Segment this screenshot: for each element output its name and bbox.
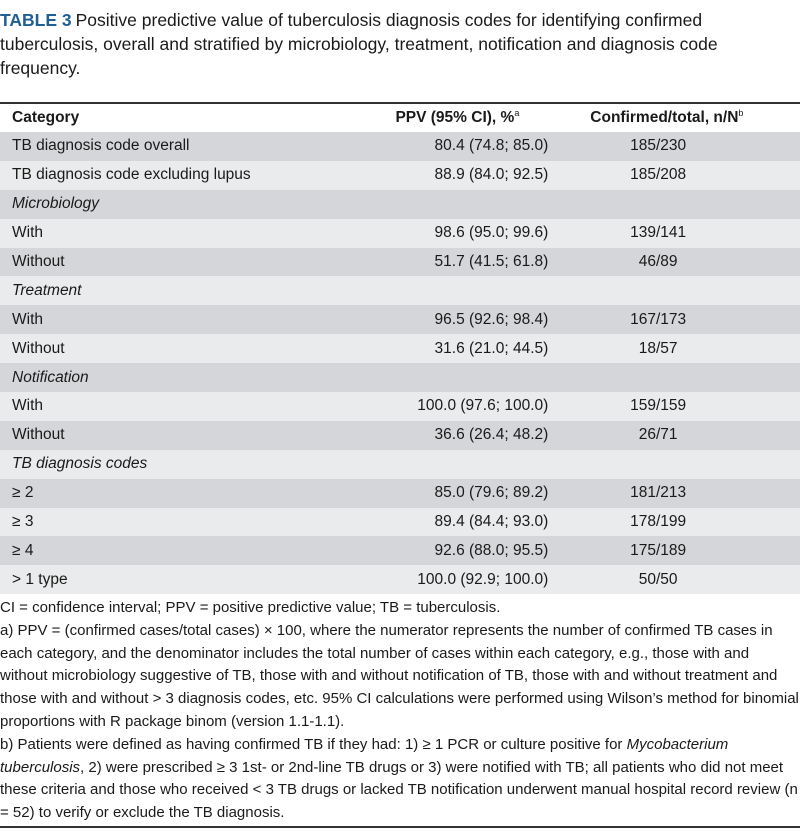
confirmed-total-cell: 178/199	[630, 513, 687, 531]
confirmed-total-cell: 167/173	[630, 310, 687, 328]
table-body	[0, 132, 800, 594]
ppv-cell	[377, 190, 574, 219]
table-row	[0, 421, 800, 450]
row-label: With	[12, 397, 43, 415]
confirmed-total-cell: 26/71	[638, 426, 678, 444]
ppv-cell: 98.6 (95.0; 99.6)	[434, 224, 549, 242]
row-label: TB diagnosis code overall	[12, 137, 190, 155]
table-row	[0, 479, 800, 508]
header-confirmed-footnote: b	[738, 107, 744, 118]
abbreviations-note: CI = confidence interval; PPV = positive predictive value; TB = tuberculosis.	[0, 599, 501, 616]
table-label: TABLE 3	[0, 10, 72, 30]
header-ppv-footnote: a	[514, 107, 520, 118]
table-row	[0, 508, 800, 537]
ppv-cell	[377, 363, 574, 392]
table-row	[0, 161, 800, 190]
header-row	[0, 104, 800, 132]
table-row	[0, 305, 800, 334]
confirmed-total-cell	[574, 276, 800, 305]
ppv-cell: 51.7 (41.5; 61.8)	[434, 253, 549, 270]
ppv-cell	[377, 276, 574, 305]
header-ppv	[377, 104, 574, 132]
header-confirmed	[574, 104, 800, 132]
confirmed-total-cell: 46/89	[638, 253, 678, 270]
confirmed-total-cell: 181/213	[630, 484, 687, 502]
ppv-cell: 36.6 (26.4; 48.2)	[434, 426, 549, 444]
row-label: With	[12, 224, 43, 242]
table-row	[0, 334, 800, 363]
table-row	[0, 248, 800, 277]
header-category: Category	[12, 109, 80, 126]
category-label: TB diagnosis codes	[12, 455, 148, 473]
table-row	[0, 219, 800, 248]
row-label: TB diagnosis code excluding lupus	[12, 166, 251, 184]
category-row	[0, 190, 800, 219]
ppv-cell: 88.9 (84.0; 92.5)	[434, 166, 549, 184]
header-confirmed-label: Confirmed/total, n/N	[590, 109, 739, 126]
confirmed-total-cell: 175/189	[630, 541, 687, 559]
ppv-cell: 31.6 (21.0; 44.5)	[434, 339, 549, 357]
table-title: Positive predictive value of tuberculosis diagnosis codes for identifying confirmed tuberculosis, overall and stratified by microbiology, treatment, notification and diagnosis code frequency.	[0, 10, 718, 78]
header-ppv-label: PPV (95% CI), %	[395, 109, 515, 126]
row-label: With	[12, 310, 43, 328]
row-label: > 1 type	[12, 570, 68, 588]
row-label: Without	[12, 253, 65, 270]
row-label: ≥ 3	[12, 513, 34, 531]
ppv-cell: 100.0 (92.9; 100.0)	[417, 570, 549, 588]
confirmed-total-cell: 159/159	[630, 397, 687, 415]
category-row	[0, 363, 800, 392]
table-caption	[0, 8, 790, 80]
ppv-cell: 80.4 (74.8; 85.0)	[434, 137, 549, 155]
category-row	[0, 276, 800, 305]
footnote-b-species: Mycobacterium tuberculosis	[0, 735, 729, 776]
row-label: ≥ 2	[12, 484, 34, 502]
row-label: Without	[12, 426, 65, 444]
confirmed-total-cell: 139/141	[630, 224, 687, 242]
table-row	[0, 536, 800, 565]
confirmed-total-cell	[574, 450, 800, 479]
ppv-cell	[377, 450, 574, 479]
ppv-cell: 100.0 (97.6; 100.0)	[417, 397, 549, 415]
row-label: ≥ 4	[12, 541, 34, 559]
footnote-a: a) PPV = (confirmed cases/total cases) × 100, where the numerator represents the number of confirmed TB cases in each category, and the denominator includes the total number of cases within each category, e.g., those with and without microbiology suggestive of TB, those with and without notification of TB, those with and without treatment and those with and without > 3 diagnosis codes, etc. 95% CI calculations were performed using Wilson’s method for binomial proportions with R package binom (version 1.1-1.1).	[0, 621, 799, 730]
table-row	[0, 565, 800, 594]
footnote-b	[0, 734, 800, 825]
table-row	[0, 132, 800, 161]
confirmed-total-cell: 185/230	[630, 137, 687, 155]
ppv-cell: 89.4 (84.4; 93.0)	[434, 513, 549, 531]
row-label: Without	[12, 339, 65, 357]
table-row	[0, 392, 800, 421]
ppv-cell: 85.0 (79.6; 89.2)	[434, 484, 549, 502]
ppv-cell: 96.5 (92.6; 98.4)	[434, 310, 549, 328]
confirmed-total-cell: 50/50	[638, 570, 678, 588]
confirmed-total-cell	[574, 190, 800, 219]
category-row	[0, 450, 800, 479]
footnote-b-start: b) Patients were defined as having confirmed TB if they had: 1) ≥ 1 PCR or culture positive for	[0, 735, 623, 753]
bottom-rule	[0, 826, 800, 828]
results-table	[0, 104, 800, 594]
confirmed-total-cell	[574, 363, 800, 392]
table-footnotes	[0, 597, 800, 825]
confirmed-total-cell: 18/57	[638, 339, 678, 357]
category-label: Microbiology	[12, 195, 100, 213]
category-label: Treatment	[12, 281, 82, 299]
category-label: Notification	[12, 368, 89, 386]
footnote-b-end: , 2) were prescribed ≥ 3 1st- or 2nd-line TB drugs or 3) were notified with TB; all patients who did not meet these criteria and those who received < 3 TB drugs or lacked TB notification underwent manual hospital record review (n = 52) to verify or exclude the TB diagnosis.	[0, 758, 798, 822]
confirmed-total-cell: 185/208	[630, 166, 687, 184]
ppv-cell: 92.6 (88.0; 95.5)	[434, 541, 549, 559]
